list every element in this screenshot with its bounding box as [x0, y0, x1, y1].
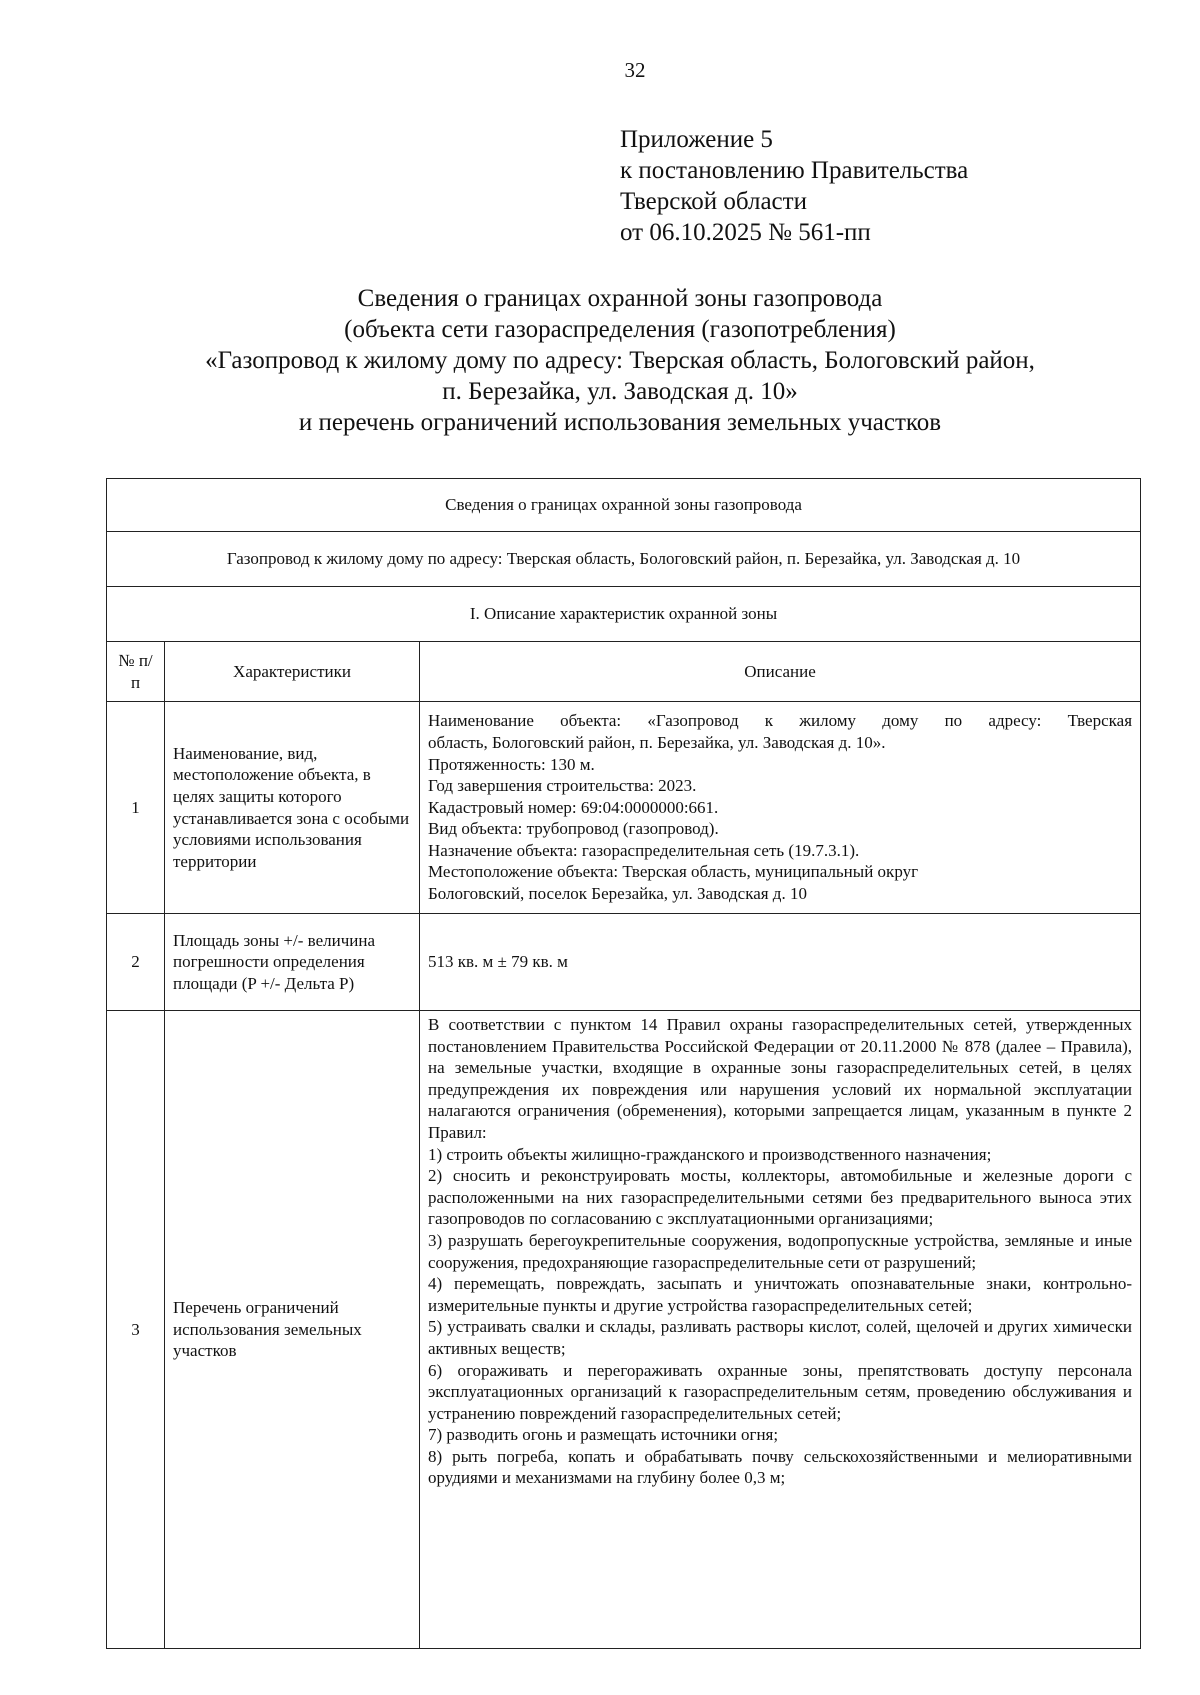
col-header-num: № п/п	[107, 642, 165, 702]
col-header-characteristics: Характеристики	[165, 642, 420, 702]
restriction-item: 6) огораживать и перегораживать охранные зоны, препятствовать доступу персонала эксплуатационных организаций к газораспределительным сетям, проведению обслуживания и устранению повреждений газораспределительных сетей;	[428, 1360, 1133, 1423]
zone-table	[106, 478, 1141, 1649]
table-row	[107, 1011, 1141, 1649]
description-line: Назначение объекта: газораспределительная сеть (19.7.3.1).	[428, 840, 860, 860]
col-header-description: Описание	[420, 642, 1141, 702]
restriction-item: 7) разводить огонь и размещать источники огня;	[428, 1425, 779, 1445]
restriction-item: 3) разрушать берегоукрепительные сооружения, водопропускные устройства, земляные и иные сооружения, предохраняющие газораспределительные сети от разрушений;	[428, 1230, 1133, 1272]
row-characteristic: Наименование, вид, местоположение объекта, в целях защиты которого устанавливается зона с особыми условиями использования территории	[165, 702, 420, 914]
title-line: «Газопровод к жилому дому по адресу: Тверская область, Бологовский район,	[205, 347, 1035, 374]
description-line: область, Бологовский район, п. Березайка, ул. Заводская д. 10».	[428, 732, 886, 752]
appendix-line: Приложение 5	[620, 126, 773, 153]
page-number: 32	[624, 58, 646, 82]
object-name: Газопровод к жилому дому по адресу: Тверская область, Бологовский район, п. Березайка, ул. Заводская д. 10	[107, 532, 1141, 587]
column-header-row	[107, 642, 1141, 702]
table-heading-row	[107, 479, 1141, 532]
description-line: Местоположение объекта: Тверская область, муниципальный округ	[428, 862, 919, 882]
document-title	[100, 283, 1140, 438]
row-description	[420, 702, 1141, 914]
table-heading: Сведения о границах охранной зоны газопровода	[107, 479, 1141, 532]
appendix-block	[620, 124, 968, 248]
title-line: (объекта сети газораспределения (газопотребления)	[344, 316, 896, 343]
row-characteristic: Площадь зоны +/- величина погрешности определения площади (P +/- Дельта P)	[165, 914, 420, 1011]
description-line: Наименование объекта: «Газопровод к жилому дому по адресу: Тверская	[428, 711, 1133, 731]
row-characteristic: Перечень ограничений использования земельных участков	[165, 1011, 420, 1649]
restriction-item: 2) сносить и реконструировать мосты, коллекторы, автомобильные и железные дороги с расположенными на них газораспределительными сетями без предварительного выноса этих газопроводов по согласованию с эксплуатационными организациями;	[428, 1166, 1133, 1229]
title-line: Сведения о границах охранной зоны газопровода	[357, 285, 883, 312]
description-line: Кадастровый номер: 69:04:0000000:661.	[428, 797, 719, 817]
row-description	[420, 1011, 1141, 1649]
row-number: 1	[107, 702, 165, 914]
description-line: Протяженность: 130 м.	[428, 754, 595, 774]
appendix-line: к постановлению Правительства	[620, 157, 969, 184]
description-line: Бологовский, поселок Березайка, ул. Заводская д. 10	[428, 884, 807, 904]
section-row	[107, 587, 1141, 642]
row-description: 513 кв. м ± 79 кв. м	[420, 914, 1141, 1011]
title-line: п. Березайка, ул. Заводская д. 10»	[442, 378, 798, 405]
restriction-item: 4) перемещать, повреждать, засыпать и уничтожать опознавательные знаки, контрольно-измерительные пункты и другие устройства газораспределительных сетей;	[428, 1274, 1133, 1315]
restriction-item: 8) рыть погреба, копать и обрабатывать почву сельскохозяйственными и мелиоративными орудиями и механизмами на глубину более 0,3 м;	[428, 1446, 1133, 1488]
restriction-item: 1) строить объекты жилищно-гражданского и производственного назначения;	[428, 1144, 992, 1164]
title-line: и перечень ограничений использования земельных участков	[298, 409, 942, 436]
description-line: Год завершения строительства: 2023.	[428, 776, 697, 796]
row-number: 2	[107, 914, 165, 1011]
object-name-row	[107, 532, 1141, 587]
restrictions-intro: В соответствии с пунктом 14 Правил охраны газораспределительных сетей, утвержденных постановлением Правительства Российской Федерации от 20.11.2000 № 878 (далее – Правила), на земельные участки, входящие в охранные зоны газораспределительных сетей, в целях предупреждения их повреждения или нарушения условий их нормальной эксплуатации налагаются ограничения (обременения), которыми запрещается лицам, указанным в пункте 2 Правил:	[428, 1015, 1133, 1142]
appendix-line: от 06.10.2025 № 561-пп	[620, 219, 871, 246]
table-row	[107, 702, 1141, 914]
row-number: 3	[107, 1011, 165, 1649]
section-title: I. Описание характеристик охранной зоны	[107, 587, 1141, 642]
appendix-line: Тверской области	[620, 188, 807, 215]
description-line: Вид объекта: трубопровод (газопровод).	[428, 819, 719, 839]
table-row	[107, 914, 1141, 1011]
restriction-item: 5) устраивать свалки и склады, разливать растворы кислот, солей, щелочей и других химически активных веществ;	[428, 1317, 1133, 1358]
